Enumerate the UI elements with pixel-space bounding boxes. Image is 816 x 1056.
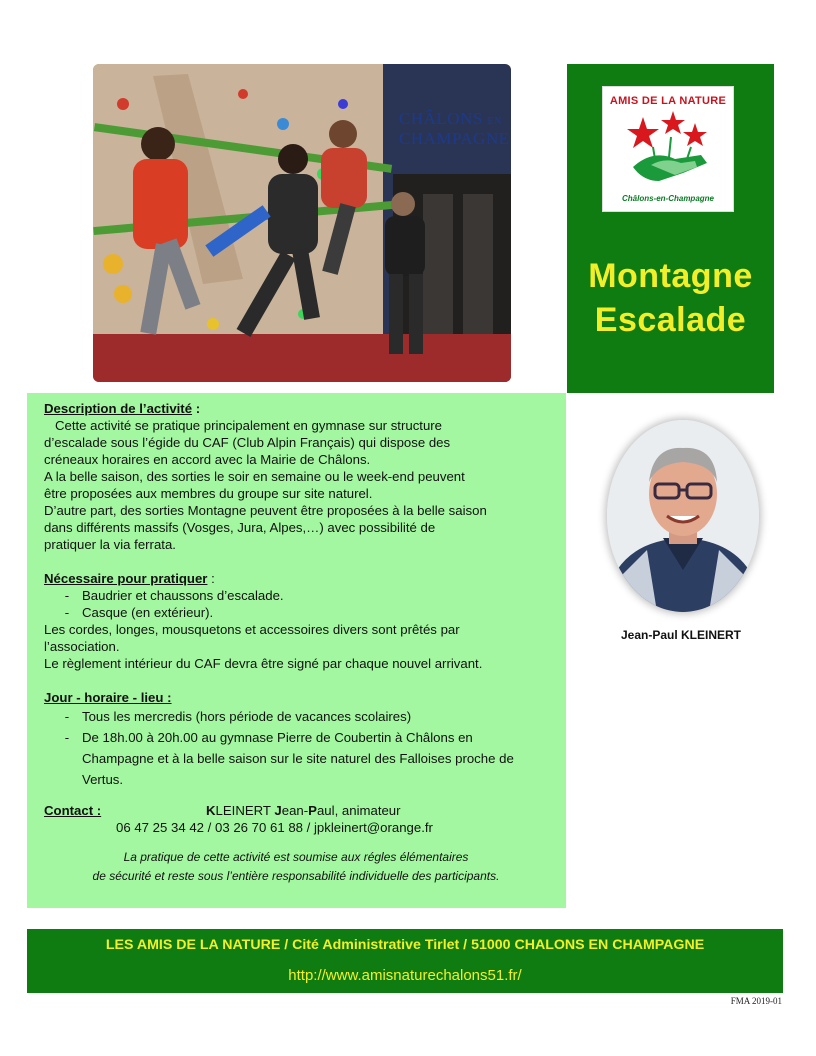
title-line1: Montagne <box>588 257 753 295</box>
necessaire-item-casque: Casque (en extérieur). <box>82 605 214 620</box>
necessaire-line: Les cordes, longes, mousquetons et accessoires divers sont prêtés par <box>44 622 460 637</box>
title-line2: Escalade <box>594 301 747 339</box>
description-heading-text: Description de l’activité <box>44 401 193 416</box>
contact-row <box>44 802 548 819</box>
description-line: Cette activité se pratique principalement en gymnase sur structure <box>44 418 443 433</box>
horaire-item-mercredis: Tous les mercredis (hors période de vacances scolaires) <box>82 709 412 724</box>
amis-de-la-nature-logo <box>602 86 734 212</box>
contact-name: KLEINERT Jean-Paul, animateur <box>206 803 401 818</box>
wall-sign-line1: CHÂLONS <box>399 109 483 128</box>
climbing-photo <box>93 64 511 382</box>
safety-note <box>44 848 548 886</box>
logo-title: AMIS DE LA NATURE <box>609 95 727 107</box>
necessaire-line: l’association. <box>44 639 120 654</box>
footer-address: LES AMIS DE LA NATURE / Cité Administrative Tirlet / 51000 CHALONS EN CHAMPAGNE <box>105 937 705 953</box>
description-line: A la belle saison, des sorties le soir en semaine ou le week-end peuvent <box>44 469 465 484</box>
document-code: FMA 2019-01 <box>730 996 782 1006</box>
footer-banner <box>27 929 783 993</box>
description-box <box>27 393 566 908</box>
description-line: D’autre part, des sorties Montagne peuvent être proposées à la belle saison <box>44 503 487 518</box>
description-line: d’escalade sous l’égide du CAF (Club Alpin Français) qui dispose des <box>44 435 451 450</box>
contact-phones: 06 47 25 34 42 / 03 26 70 61 88 / jpkleinert@orange.fr <box>116 820 433 835</box>
list-item: - Casque (en extérieur). <box>64 605 214 620</box>
portrait-photo <box>607 420 759 612</box>
description-line: pratiquer la via ferrata. <box>44 537 176 552</box>
safety-note-line1: La pratique de cette activité est soumise aux régles élémentaires <box>123 850 469 864</box>
description-line: dans différents massifs (Vosges, Jura, Alpes,…) avec possibilité de <box>44 520 436 535</box>
horaire-item-gymnase: De 18h.00 à 20h.00 au gymnase Pierre de Coubertin à Châlons en Champagne et à la belle saison sur le site naturel des Falloises proche de Vertus. <box>82 730 514 787</box>
footer-url-link[interactable]: http://www.amisnaturechalons51.fr/ <box>288 967 522 984</box>
description-heading <box>44 400 548 417</box>
description-line: créneaux horaires en accord avec la Mairie de Châlons. <box>44 452 371 467</box>
portrait-illustration <box>607 420 759 612</box>
wall-sign <box>399 110 510 147</box>
safety-note-line2: de sécurité et reste sous l’entière responsabilité individuelle des participants. <box>92 869 500 883</box>
necessaire-line: Le règlement intérieur du CAF devra être signé par chaque nouvel arrivant. <box>44 656 483 671</box>
description-line: être proposées aux membres du groupe sur site naturel. <box>44 486 373 501</box>
logo-flowers-hands-icon <box>603 87 733 211</box>
title-panel <box>567 64 774 393</box>
portrait-name: Jean-Paul KLEINERT <box>620 628 742 642</box>
necessaire-heading-colon: : <box>207 571 215 586</box>
list-item: - Baudrier et chaussons d’escalade. <box>64 588 284 603</box>
horaire-heading <box>44 689 548 706</box>
list-item: - Tous les mercredis (hors période de vacances scolaires) <box>44 706 548 727</box>
contact-label: Contact : <box>44 803 102 818</box>
wall-sign-line2: CHAMPAGNE <box>399 129 510 148</box>
horaire-heading-text: Jour - horaire - lieu : <box>44 690 172 705</box>
necessaire-item-baudrier: Baudrier et chaussons d’escalade. <box>82 588 284 603</box>
list-item: - De 18h.00 à 20h.00 au gymnase Pierre de Coubertin à Châlons en Champagne et à la belle saison sur le site naturel des Falloises proche de Vertus. <box>44 727 548 790</box>
description-heading-colon: : <box>192 401 201 416</box>
activity-title <box>567 254 774 342</box>
necessaire-heading-text: Nécessaire pour pratiquer <box>44 571 208 586</box>
wall-sign-en: EN <box>487 116 502 127</box>
necessaire-heading <box>44 570 548 587</box>
logo-subtitle: Châlons-en-Champagne <box>621 194 714 203</box>
